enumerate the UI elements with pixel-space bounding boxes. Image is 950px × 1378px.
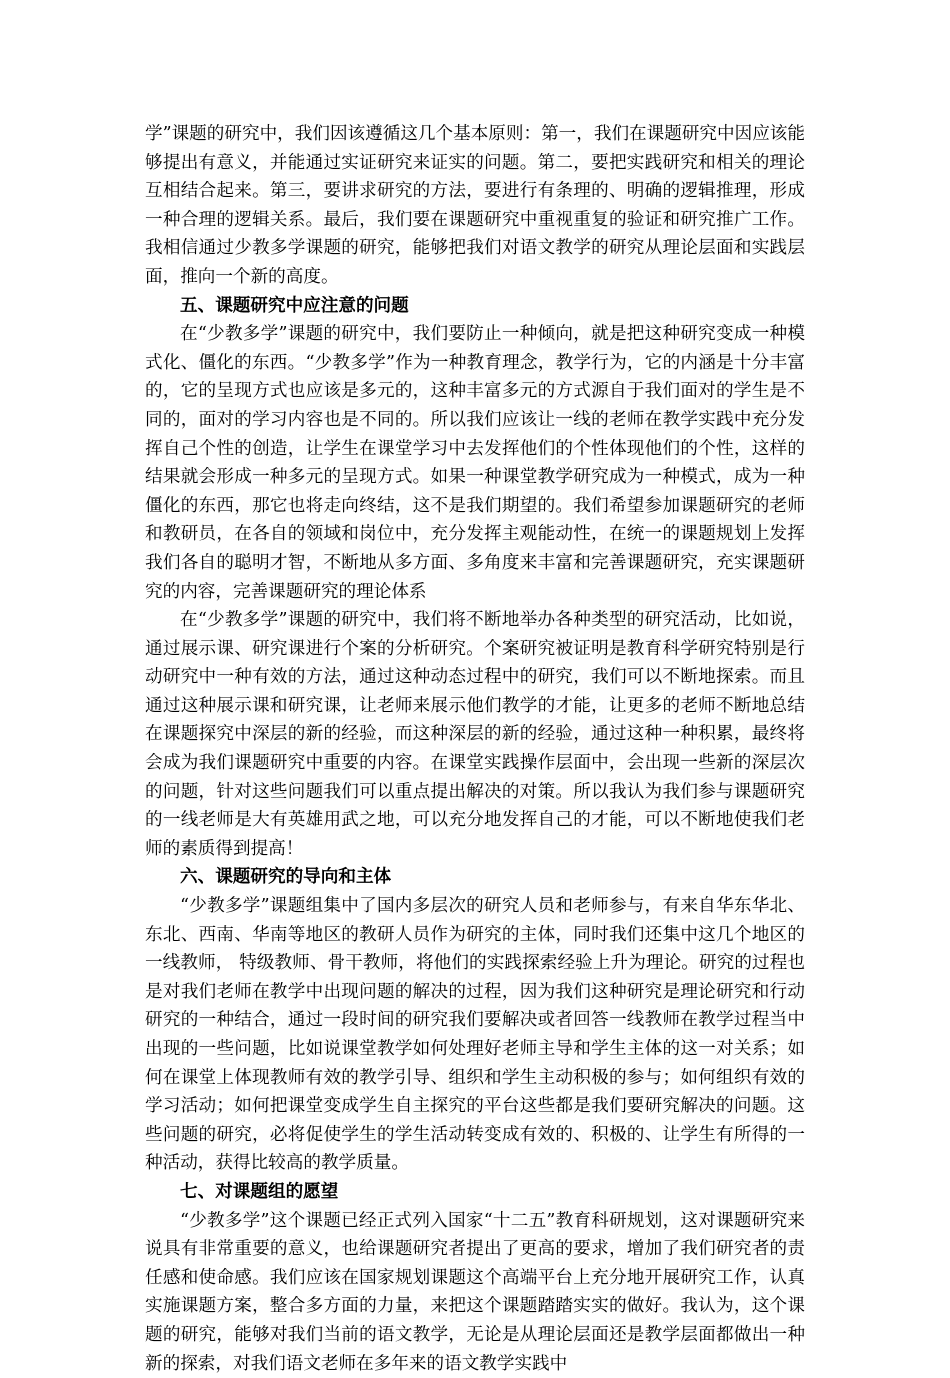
section-heading-7: 七、对课题组的愿望 [180, 1180, 339, 1202]
paragraph-7-1: “少教多学”这个课题已经正式列入国家“十二五”教育科研规划，这对课题研究来说具有非常重要的意义，也给课题研究者提出了更高的要求，增加了我们研究者的责任感和使命感。我们应该在国家规划课题这个高端平台上充分地开展研究工作，认真实施课题方案，整合多方面的力量，来把这个课题踏踏实实的做好。我认为，这个课题的研究，能够对我们当前的语文教学，无论是从理论层面还是教学层面都做出一种新的探索，对我们语文老师在多年来的语文教学实践中 [145, 1210, 805, 1374]
section-heading-5: 五、课题研究中应注意的问题 [180, 294, 409, 316]
paragraph-5-2: 在“少教多学”课题的研究中，我们将不断地举办各种类型的研究活动，比如说，通过展示课、研究课进行个案的分析研究。个案研究被证明是教育科学研究特别是行动研究中一种有效的方法，通过这种动态过程中的研究，我们可以不断地探索。而且通过这种展示课和研究课，让老师来展示他们教学的才能，让更多的老师不断地总结在课题探究中深层的新的经验，而这种深层的新的经验，通过这种一种积累，最终将会成为我们课题研究中重要的内容。在课堂实践操作层面中，会出现一些新的深层次的问题，针对这些问题我们可以重点提出解决的对策。所以我认为我们参与课题研究的一线老师是大有英雄用武之地，可以充分地发挥自己的才能，可以不断地使我们老师的素质得到提高！ [145, 610, 805, 859]
document-page [145, 120, 805, 1378]
paragraph-principles: 学”课题的研究中，我们因该遵循这几个基本原则：第一，我们在课题研究中因应该能够提出有意义，并能通过实证研究来证实的问题。第二，要把实践研究和相关的理论互相结合起来。第三，要讲求研究的方法，要进行有条理的、明确的逻辑推理，形成一种合理的逻辑关系。最后，我们要在课题研究中重视重复的验证和研究推广工作。我相信通过少教多学课题的研究，能够把我们对语文教学的研究从理论层面和实践层面，推向一个新的高度。 [145, 124, 805, 287]
paragraph-5-1: 在“少教多学”课题的研究中，我们要防止一种倾向，就是把这种研究变成一种模式化、僵化的东西。“少教多学”作为一种教育理念，教学行为，它的内涵是十分丰富的，它的呈现方式也应该是多元的，这种丰富多元的方式源自于我们面对的学生是不同的，面对的学习内容也是不同的。所以我们应该让一线的老师在教学实践中充分发挥自己个性的创造，让学生在课堂学习中去发挥他们的个性体现他们的个性，这样的结果就会形成一种多元的呈现方式。如果一种课堂教学研究成为一种模式，成为一种僵化的东西，那它也将走向终结，这不是我们期望的。我们希望参加课题研究的老师和教研员，在各自的领域和岗位中，充分发挥主观能动性，在统一的课题规划上发挥我们各自的聪明才智，不断地从多方面、多角度来丰富和完善课题研究，充实课题研究的内容，完善课题研究的理论体系 [145, 324, 805, 602]
paragraph-6-1: “少教多学”课题组集中了国内多层次的研究人员和老师参与，有来自华东华北、东北、西南、华南等地区的教研人员作为研究的主体，同时我们还集中这几个地区的一线教师， 特级教师、骨干教师，将他们的实践探索经验上升为理论。研究的过程也是对我们老师在教学中出现问题的解决的过程，因为我们这种研究是理论研究和行动研究的一种结合，通过一段时间的研究我们要解决或者回答一线教师在教学过程当中出现的一些问题，比如说课堂教学如何处理好老师主导和学生主体的这一对关系；如何在课堂上体现教师有效的教学引导、组织和学生主动积极的参与；如何组织有效的学习活动；如何把课堂变成学生自主探究的平台这些都是我们要研究解决的问题。这些问题的研究，必将促使学生的学生活动转变成有效的、积极的、让学生有所得的一种活动，获得比较高的教学质量。 [145, 896, 805, 1174]
section-heading-6: 六、课题研究的导向和主体 [180, 866, 392, 888]
